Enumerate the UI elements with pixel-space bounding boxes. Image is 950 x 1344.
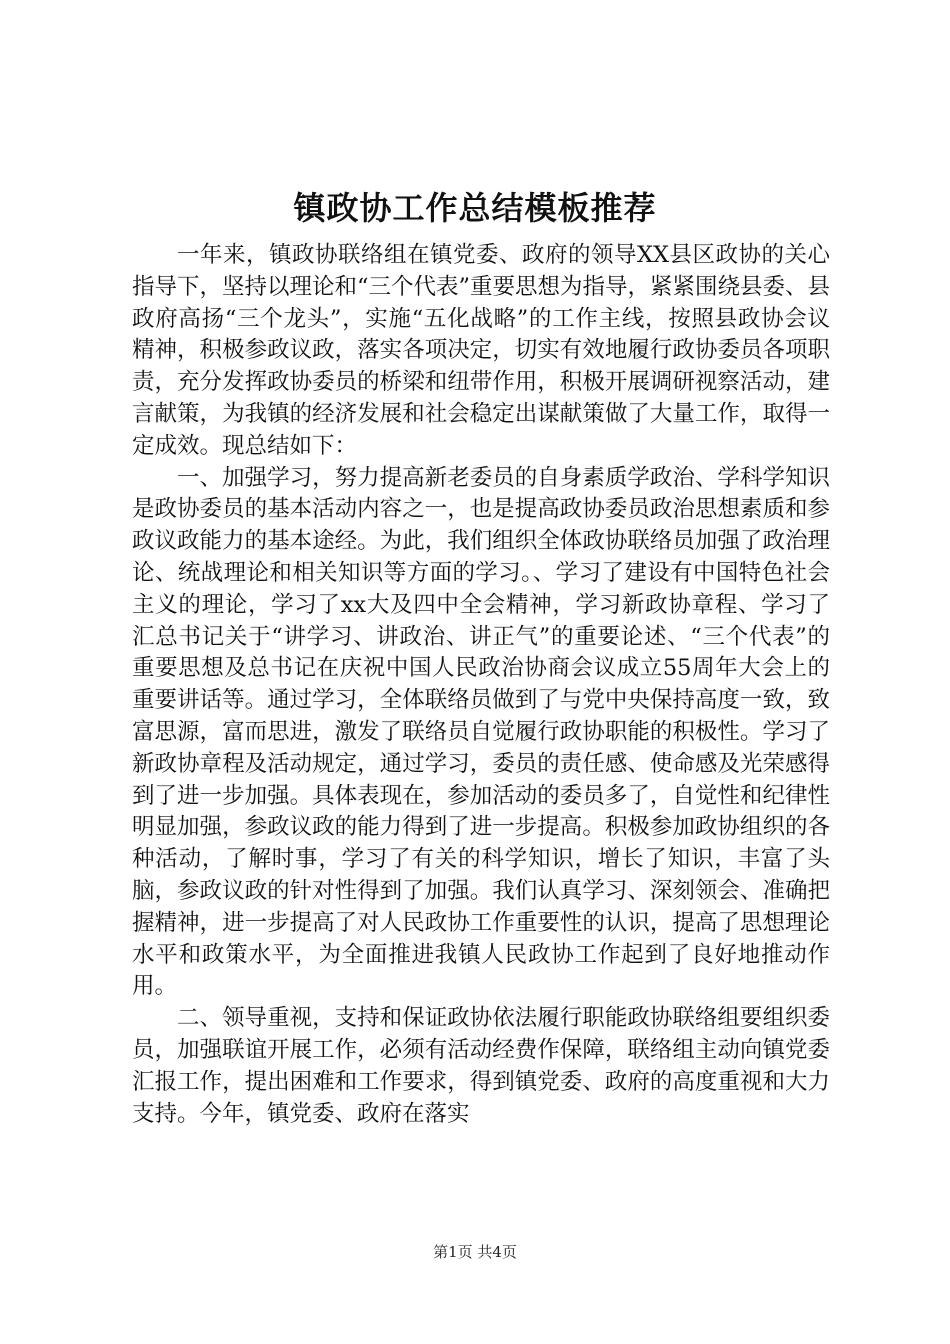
document-title: 镇政协工作总结模板推荐: [293, 189, 657, 227]
document-body: [132, 240, 830, 1130]
paragraph-intro: 一年来，镇政协联络组在镇党委、政府的领导XX县区政协的关心指导下，坚持以理论和“三个代表”重要思想为指导，紧紧围绕县委、县政府高扬“三个龙头”，实施“五化战略”的工作主线，按照县政协会议精神，积极参政议政，落实各项决定，切实有效地履行政协委员各项职责，充分发挥政协委员的桥梁和纽带作用，积极开展调研视察活动，建言献策，为我镇的经济发展和社会稳定出谋献策做了大量工作，取得一定成效。现总结如下：: [132, 242, 831, 459]
page-footer: 第1页 共4页: [433, 1243, 517, 1261]
paragraph-section-1: 一、加强学习，努力提高新老委员的自身素质学政治、学科学知识是政协委员的基本活动内容之一，也是提高政协委员政治思想素质和参政议政能力的基本途经。为此，我们组织全体政协联络员加强了政治理论、统战理论和相关知识等方面的学习。、学习了建设有中国特色社会主义的理论，学习了xx大及四中全会精神，学习新政协章程、学习了汇总书记关于“讲学习、讲政治、讲正气”的重要论述、“三个代表”的重要思想及总书记在庆祝中国人民政治协商会议成立55周年大会上的重要讲话等。通过学习，全体联络员做到了与党中央保持高度一致，致富思源，富而思进，激发了联络员自觉履行政协职能的积极性。学习了新政协章程及活动规定，通过学习，委员的责任感、使命感及光荣感得到了进一步加强。具体表现在，参加活动的委员多了，自觉性和纪律性明显加强，参政议政的能力得到了进一步提高。积极参加政协组织的各种活动，了解时事，学习了有关的科学知识，增长了知识，丰富了头脑，参政议政的针对性得到了加强。我们认真学习、深刻领会、准确把握精神，进一步提高了对人民政协工作重要性的认识，提高了思想理论水平和政策水平，为全面推进我镇人民政协工作起到了良好地推动作用。: [132, 464, 830, 1000]
paragraph-section-2: 二、领导重视，支持和保证政协依法履行职能政协联络组要组织委员，加强联谊开展工作，必须有活动经费作保障，联络组主动向镇党委汇报工作，提出困难和工作要求，得到镇党委、政府的高度重视和大力支持。今年，镇党委、政府在落实: [132, 1005, 830, 1127]
